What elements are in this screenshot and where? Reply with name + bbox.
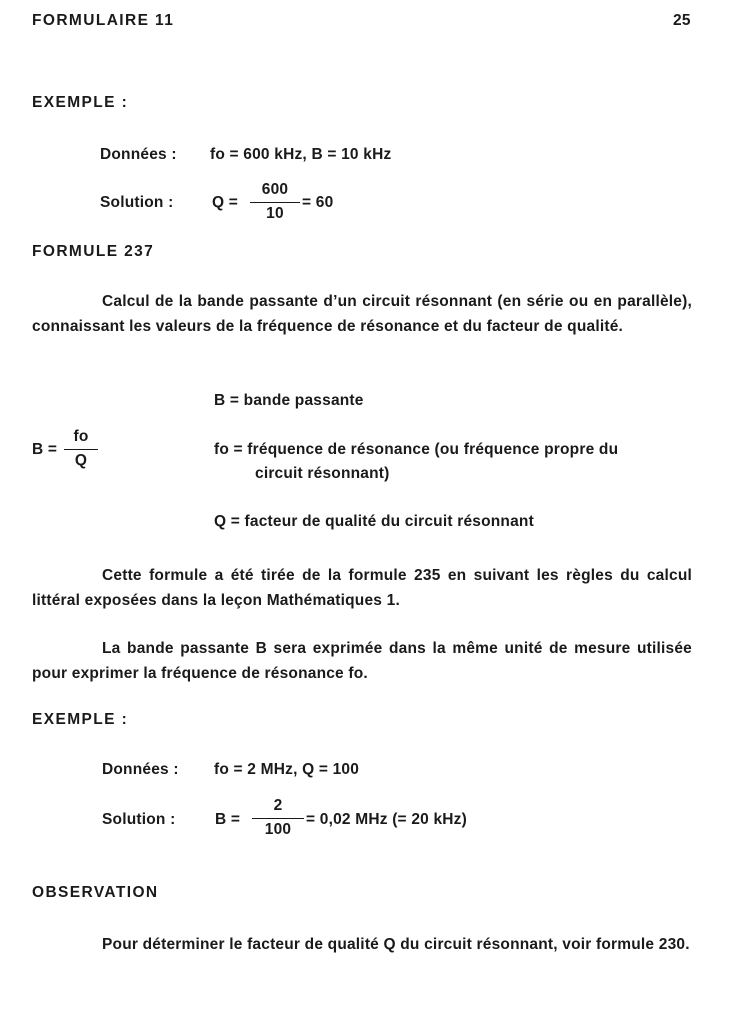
formula-fraction (64, 428, 98, 470)
fraction-numerator: 600 (261, 181, 289, 198)
fraction-bar (252, 818, 304, 819)
paragraph-unit-text: La bande passante B sera exprimée dans la même unité de mesure utilisée pour exprimer la fréquence de résonance fo. (32, 640, 692, 682)
donnees-label: Données : (102, 761, 179, 778)
paragraph-source-text: Cette formule a été tirée de la formule 235 en suivant les règles du calcul littéral exposées dans la leçon Mathématiques 1. (32, 567, 692, 609)
formula-lhs: B = (32, 441, 58, 458)
example-heading: EXEMPLE : (32, 711, 129, 728)
formula-heading: FORMULE 237 (32, 243, 155, 260)
observation-paragraph (32, 932, 692, 957)
fraction-denominator: 10 (266, 205, 284, 223)
solution-result: = 60 (302, 194, 334, 211)
example-heading: EXEMPLE : (32, 94, 129, 111)
paragraph-unit (32, 636, 692, 686)
fraction-numerator: 2 (273, 797, 283, 814)
fraction-bar (250, 202, 300, 203)
formula-intro (32, 289, 692, 339)
observation-heading: OBSERVATION (32, 884, 159, 901)
paragraph-source (32, 563, 692, 613)
solution-lhs: B = (215, 811, 241, 828)
formula-bar (64, 449, 98, 450)
solution-label: Solution : (100, 194, 174, 211)
solution-result: = 0,02 MHz (= 20 kHz) (306, 811, 467, 828)
formula-numerator: fo (73, 428, 89, 445)
formula-intro-text: Calcul de la bande passante d’un circuit résonnant (en série ou en parallèle), connaissant les valeurs de la fréquence de résonance et du facteur de qualité. (32, 293, 692, 335)
solution-lhs: Q = (212, 194, 239, 211)
solution-fraction (250, 181, 300, 223)
page-number: 25 (673, 12, 691, 29)
formula-denominator: Q (74, 452, 88, 470)
definition-q: Q = facteur de qualité du circuit résonnant (214, 513, 534, 530)
definition-fo-line2: circuit résonnant) (255, 465, 390, 482)
definition-fo-line1: fo = fréquence de résonance (ou fréquence propre du (214, 441, 619, 458)
donnees-label: Données : (100, 146, 177, 163)
solution-fraction (252, 797, 304, 839)
definition-b: B = bande passante (214, 392, 364, 409)
donnees-value: fo = 2 MHz, Q = 100 (214, 761, 360, 778)
observation-text: Pour déterminer le facteur de qualité Q du circuit résonnant, voir formule 230. (102, 936, 690, 953)
fraction-denominator: 100 (264, 821, 292, 839)
solution-label: Solution : (102, 811, 176, 828)
page-header-title: FORMULAIRE 11 (32, 12, 175, 29)
donnees-value: fo = 600 kHz, B = 10 kHz (210, 146, 392, 163)
